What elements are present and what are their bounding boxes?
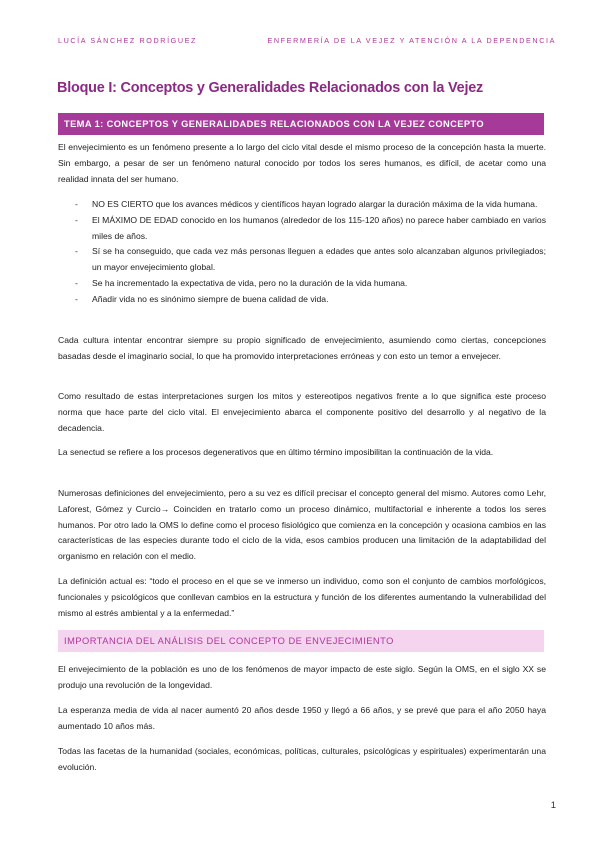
document-title: Bloque I: Conceptos y Generalidades Relacionados con la Vejez — [57, 80, 484, 96]
bullet-item — [75, 213, 546, 245]
paragraph-definiciones: Numerosas definiciones del envejecimiento, pero a su vez es difícil precisar el concepto general del mismo. Autores como Lehr, Laforest, Gómez y Curcio→ Coinciden en tratarlo como un proceso dinámico, multifactorial e inherente a todos los seres humanos. Por otro lado la OMS lo define como el proceso fisiológico que comienza en la concepción y ocasiona cambios en las características de las especies durante todo el ciclo de la vida, esos cambios producen una limitación de la adaptabilidad del organismo en relación con el medio. — [58, 488, 546, 562]
bullet-list — [75, 197, 546, 308]
section-heading-text: TEMA 1: CONCEPTOS Y GENERALIDADES RELACIONADOS CON LA VEJEZ CONCEPTO — [64, 119, 484, 129]
bullet-text: Se ha incrementado la expectativa de vida, pero no la duración de la vida humana. — [92, 277, 408, 288]
bullet-item — [75, 244, 546, 276]
paragraph-intro: El envejecimiento es un fenómeno presente a lo largo del ciclo vital desde el mismo proceso de la concepción hasta la muerte. Sin embargo, a pesar de ser un fenómeno natural conocido por todos los seres humanos, es difícil, de acetar como una realidad innata del ser humano. — [58, 142, 546, 184]
header-course: ENFERMERÍA DE LA VEJEZ Y ATENCIÓN A LA DEPENDENCIA — [267, 36, 556, 45]
paragraph-esperanza: La esperanza media de vida al nacer aumentó 20 años desde 1950 y llegó a 66 años, y se prevé que para el año 2050 haya aumentado 10 años más. — [58, 705, 546, 731]
section-heading-tema1 — [58, 113, 544, 135]
bullet-item — [75, 276, 546, 292]
bullet-item — [75, 197, 546, 213]
section-heading-text: IMPORTANCIA DEL ANÁLISIS DEL CONCEPTO DE ENVEJECIMIENTO — [64, 636, 394, 646]
dash-marker: - — [75, 293, 78, 304]
bullet-text: NO ES CIERTO que los avances médicos y científicos hayan logrado alargar la duración máxima de la vida humana. — [92, 199, 538, 209]
paragraph-facetas: Todas las facetas de la humanidad (sociales, económicas, políticas, culturales, psicológicas y espirituales) experimentarán una evolución. — [58, 746, 546, 772]
bullet-item — [75, 292, 546, 308]
paragraph-senectud: La senectud se refiere a los procesos degenerativos que en último término imposibilitan la continuación de la vida. — [58, 447, 494, 457]
bullet-text: Añadir vida no es sinónimo siempre de buena calidad de vida. — [92, 293, 329, 304]
dash-marker: - — [75, 246, 78, 257]
dash-marker: - — [75, 214, 78, 225]
page-number: 1 — [550, 800, 556, 811]
dash-marker: - — [75, 199, 78, 209]
bullet-text: El MÁXIMO DE EDAD conocido en los humanos (alrededor de los 115-120 años) no parece haber cambiado en varios miles de años. — [92, 214, 546, 241]
paragraph-mitos: Como resultado de estas interpretaciones surgen los mitos y estereotipos negativos frente a lo que significa este proceso norma que hace parte del ciclo vital. El envejecimiento abarca el componente positivo del desarrollo y al negativo de la decadencia. — [58, 391, 546, 433]
page-header — [58, 36, 556, 45]
paragraph-definicion-actual: La definición actual es: “todo el proceso en el que se ve inmerso un individuo, como son el conjunto de cambios morfológicos, funcionales y psicológicos que conllevan cambios en la estructura y función de los diferentes aumentando la vulnerabilidad del mismo al estrés ambiental y a la enfermedad.” — [58, 576, 546, 618]
header-author: LUCÍA SÁNCHEZ RODRÍGUEZ — [58, 36, 198, 45]
paragraph-poblacion: El envejecimiento de la población es uno de los fenómenos de mayor impacto de este siglo. Según la OMS, en el siglo XX se produjo una revolución de la longevidad. — [58, 664, 546, 690]
dash-marker: - — [75, 277, 78, 288]
bullet-text: Sí se ha conseguido, que cada vez más personas lleguen a edades que antes solo alcanzaban algunos privilegiados; un mayor envejecimiento global. — [92, 246, 546, 273]
section-heading-importancia — [58, 630, 544, 652]
paragraph-cultura: Cada cultura intentar encontrar siempre su propio significado de envejecimiento, asumiendo como ciertas, concepciones basadas desde el imaginario social, lo que ha promovido interpretaciones erróneas y con esto un temor a envejecer. — [58, 335, 546, 361]
